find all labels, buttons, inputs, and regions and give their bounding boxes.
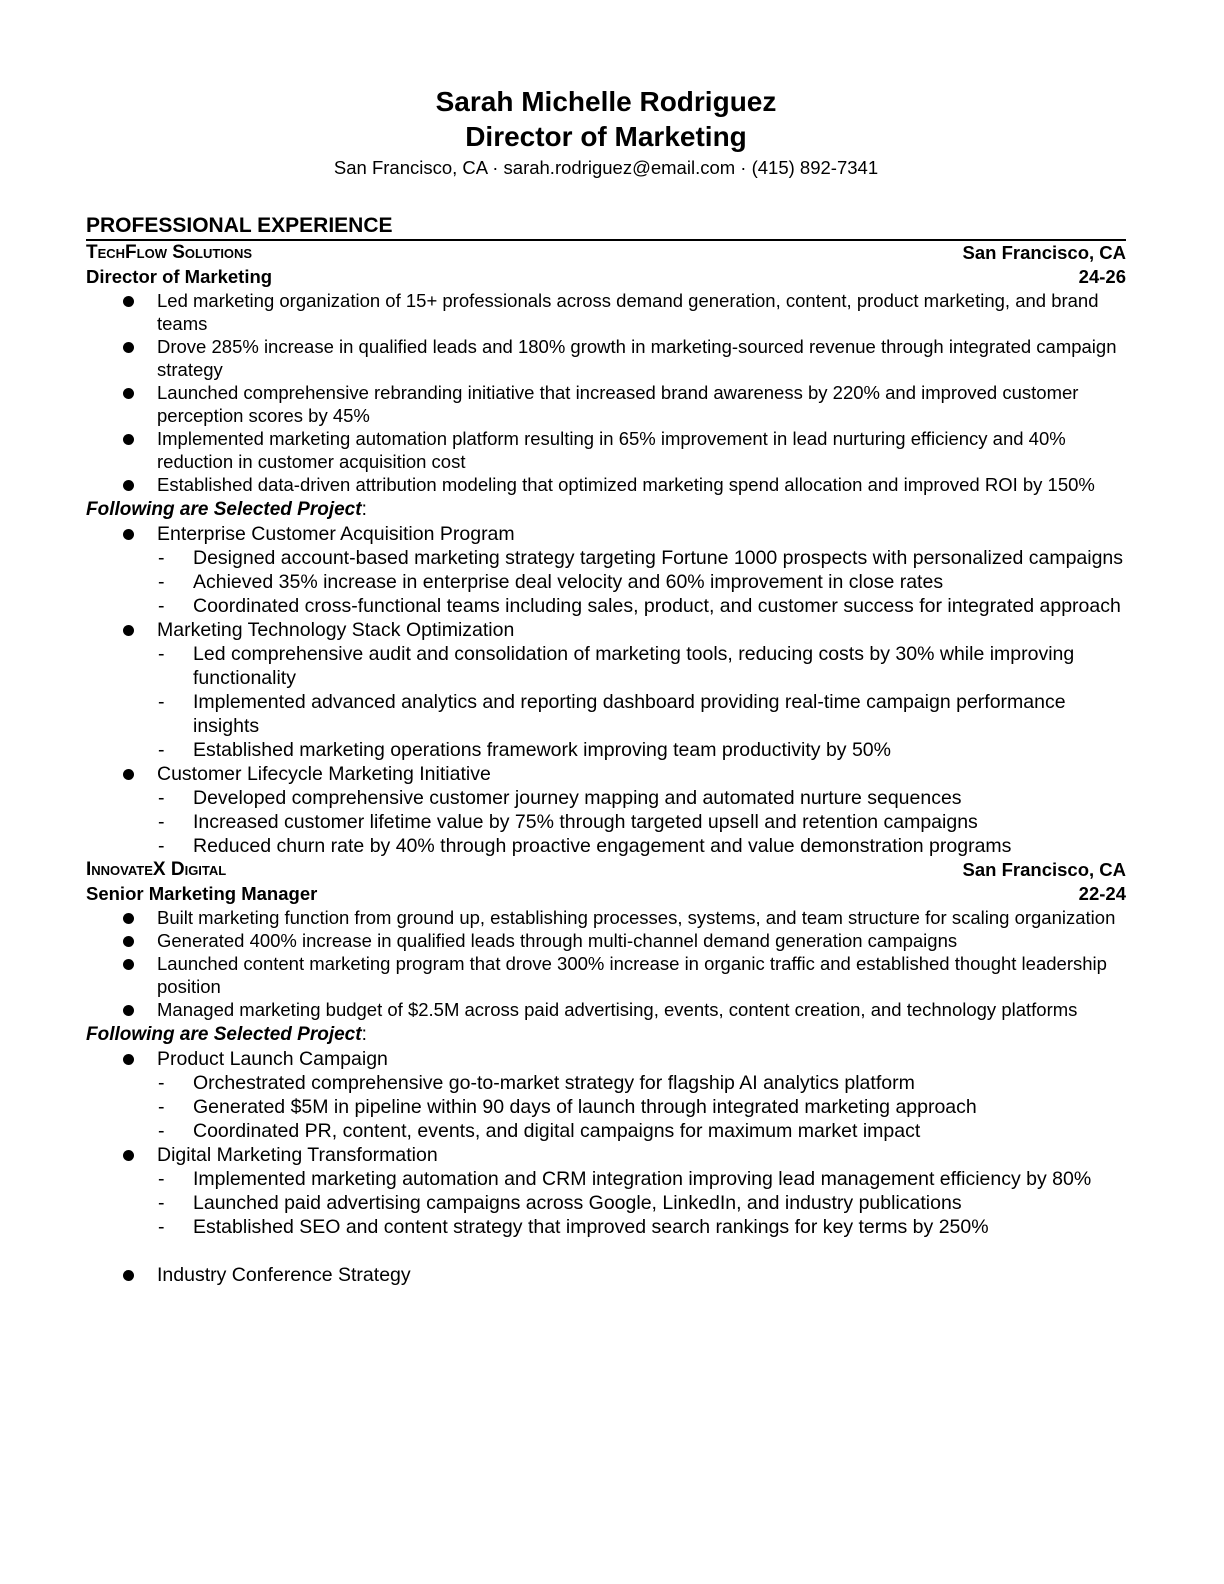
bullet-item: Launched content marketing program that drove 300% increase in organic traffic and established thought leadership position [86,952,1126,998]
project-name: Marketing Technology Stack Optimization [157,619,515,641]
detail-item: - Developed comprehensive customer journey mapping and automated nurture sequences [86,786,1126,810]
bullet-item: Built marketing function from ground up, establishing processes, systems, and team structure for scaling organization [86,906,1126,929]
job-role: Director of Marketing [86,266,273,287]
job-bullets [86,906,1126,1021]
detail-item: - Led comprehensive audit and consolidation of marketing tools, reducing costs by 30% while improving functionality [86,642,1126,690]
detail-item: - Reduced churn rate by 40% through proactive engagement and value demonstration programs [86,834,1126,858]
job-location: San Francisco, CA [962,242,1126,263]
detail-item: - Established marketing operations framework improving team productivity by 50% [86,738,1126,762]
spacer [157,1239,1126,1263]
bullet-item: Implemented marketing automation platform resulting in 65% improvement in lead nurturing efficiency and 40% reduction in customer acquisition cost [86,427,1126,473]
detail-item: - Implemented advanced analytics and reporting dashboard providing real-time campaign performance insights [86,690,1126,738]
bullet-item: Drove 285% increase in qualified leads and 180% growth in marketing-sourced revenue through integrated campaign strategy [86,335,1126,381]
bullet-item: Managed marketing budget of $2.5M across paid advertising, events, content creation, and technology platforms [86,998,1126,1021]
project-item [86,522,1126,618]
project-name: Product Launch Campaign [157,1048,388,1070]
detail-item: - Orchestrated comprehensive go-to-market strategy for flagship AI analytics platform [86,1071,1126,1095]
candidate-title: Director of Marketing [465,121,747,152]
project-name: Digital Marketing Transformation [157,1144,438,1166]
project-name: Customer Lifecycle Marketing Initiative [157,763,491,785]
job-company-row [86,858,1126,882]
job-role-row [86,265,1126,289]
detail-item: - Launched paid advertising campaigns across Google, LinkedIn, and industry publications [86,1191,1126,1215]
project-details [86,1167,1126,1239]
bullet-item: Established data-driven attribution modeling that optimized marketing spend allocation and improved ROI by 150% [86,473,1126,496]
job-bullets [86,289,1126,496]
bullet-item: Generated 400% increase in qualified leads through multi-channel demand generation campaigns [86,929,1126,952]
resume-header [86,84,1126,181]
project-item [86,1143,1126,1263]
contact-line: San Francisco, CA · sarah.rodriguez@email.com · (415) 892-7341 [333,157,879,178]
project-details [86,546,1126,618]
job-role-row [86,882,1126,906]
detail-item: - Increased customer lifetime value by 75% through targeted upsell and retention campaigns [86,810,1126,834]
detail-item: - Established SEO and content strategy that improved search rankings for key terms by 250% [86,1215,1126,1239]
project-details [86,1071,1126,1143]
job-dates: 24-26 [1078,266,1126,287]
project-details [86,786,1126,858]
job-location: San Francisco, CA [962,859,1126,880]
job-role: Senior Marketing Manager [86,883,318,904]
project-item [86,1263,1126,1287]
detail-item: - Coordinated PR, content, events, and digital campaigns for maximum market impact [86,1119,1126,1143]
project-item [86,618,1126,762]
job-entry [86,858,1126,1287]
project-list [86,522,1126,858]
project-name: Enterprise Customer Acquisition Program [157,523,515,545]
projects-heading: Following are Selected Project: [86,499,367,520]
project-item [86,762,1126,858]
projects-label: Following are Selected Project [86,1024,362,1045]
job-entry [86,241,1126,858]
bullet-item: Launched comprehensive rebranding initiative that increased brand awareness by 220% and improved customer perception scores by 45% [86,381,1126,427]
project-name: Industry Conference Strategy [157,1264,411,1286]
project-item [86,1047,1126,1143]
job-company: InnovateX Digital [86,859,227,880]
resume-page [86,84,1126,1287]
projects-heading: Following are Selected Project: [86,1024,367,1045]
projects-label: Following are Selected Project [86,499,362,520]
detail-item: - Designed account-based marketing strategy targeting Fortune 1000 prospects with personalized campaigns [86,546,1126,570]
job-dates: 22-24 [1078,883,1126,904]
section-title-experience: PROFESSIONAL EXPERIENCE [86,213,1126,241]
job-company-row [86,241,1126,265]
bullet-item: Led marketing organization of 15+ professionals across demand generation, content, product marketing, and brand teams [86,289,1126,335]
detail-item: - Implemented marketing automation and CRM integration improving lead management efficiency by 80% [86,1167,1126,1191]
detail-item: - Generated $5M in pipeline within 90 days of launch through integrated marketing approach [86,1095,1126,1119]
candidate-name: Sarah Michelle Rodriguez [435,86,777,117]
detail-item: - Achieved 35% increase in enterprise deal velocity and 60% improvement in close rates [86,570,1126,594]
job-company: TechFlow Solutions [86,242,253,263]
project-list [86,1047,1126,1287]
detail-item: - Coordinated cross-functional teams including sales, product, and customer success for integrated approach [86,594,1126,618]
project-details [86,642,1126,762]
